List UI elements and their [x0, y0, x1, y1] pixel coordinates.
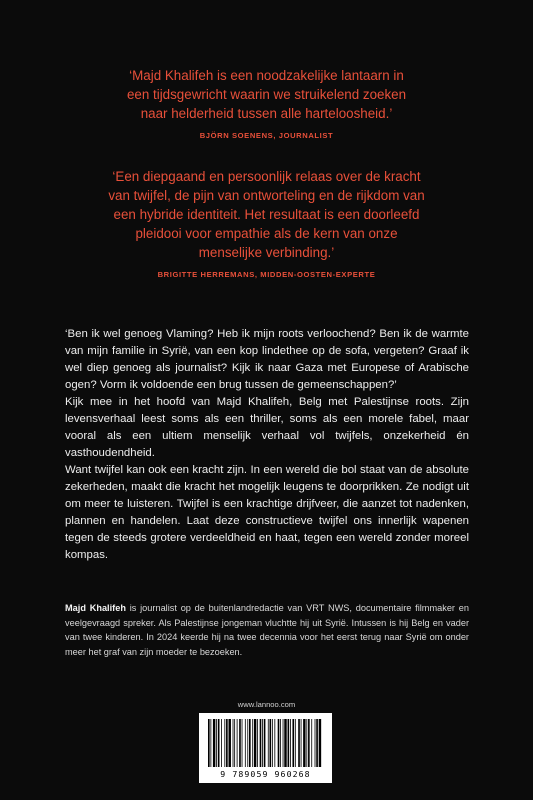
barcode-bar	[283, 719, 284, 767]
blurb-paragraph-intro: Kijk mee in het hoofd van Majd Khalifeh, Belg met Palestijnse roots. Zijn levensverhaal leest soms als een thriller, soms als een morele fabel, maar vooral als een ultiem menselijk verhaal vol twijfels, onzekerheid én vasthoudendheid.	[65, 396, 469, 459]
quote-2-attribution: BRIGITTE HERREMANS, MIDDEN-OOSTEN-EXPERTE	[157, 270, 376, 279]
barcode-bar	[295, 719, 296, 767]
blurb-paragraph-doubt: Want twijfel kan ook een kracht zijn. In een wereld die bol staat van de absolute zekerheden, maakt die kracht het mogelijk leugens te doorprikken. Ze nodigt uit om meer te luisteren. Twijfel is een krachtige drijfveer, die aanzet tot nadenken, plannen en handelen. Laat deze constructieve twijfel ons innerlijk wapenen tegen de steeds grotere verdeeldheid en haat, tegen een wereld zonder moreel kompas.	[65, 464, 469, 561]
barcode-bar	[278, 719, 280, 767]
barcode-bar	[264, 719, 266, 767]
quote-1-line: naar helderheid tussen alle harteloosheid.’	[140, 106, 393, 121]
barcode-bar	[239, 719, 241, 767]
barcode-bar	[216, 719, 217, 767]
barcode-bar	[213, 719, 215, 767]
barcode-bar	[315, 719, 316, 767]
barcode-bar	[224, 719, 225, 767]
isbn-barcode	[199, 713, 332, 783]
barcode-bar	[237, 719, 238, 767]
quote-1-line: ‘Majd Khalifeh is een noodzakelijke lantaarn in	[129, 68, 404, 83]
quote-2-line: ‘Een diepgaand en persoonlijk relaas over de kracht	[112, 169, 421, 184]
quote-2-line: een hybride identiteit. Het resultaat is een doorleefd	[113, 207, 420, 222]
review-quote-1	[70, 66, 463, 141]
barcode-bar	[316, 719, 318, 767]
barcode-bar	[270, 719, 272, 767]
barcode-bar	[221, 719, 222, 767]
barcode-bar	[306, 719, 307, 767]
barcode-bar	[284, 719, 286, 767]
barcode-bar	[280, 719, 281, 767]
barcode-bar	[234, 719, 235, 767]
barcode-bar	[242, 719, 243, 767]
quote-2-line: van twijfel, de pijn van ontworteling en de rijkdom van	[108, 188, 425, 203]
quote-1-line: een tijdsgewricht waarin we struikelend zoeken	[126, 87, 407, 102]
author-name: Majd Khalifeh	[65, 603, 126, 613]
quote-2-line: pleidooi voor empathie als de kern van onze	[135, 226, 398, 241]
quote-2-line: menselijke verbinding.’	[198, 245, 335, 260]
barcode-bar	[274, 719, 275, 767]
author-bio-text: is journalist op de buitenlandredactie van VRT NWS, documentaire filmmaker en veelgevraagd spreker. Als Palestijnse jongeman vluchtte hij uit Syrië. Intussen is hij Belg en vader van twee kinderen. In 2024 keerde hij na twee decennia voor het eerst terug naar Syrië om onder meer het graf van zijn moeder te bezoeken.	[65, 603, 469, 657]
barcode-bar	[311, 719, 312, 767]
barcode-bar	[268, 719, 269, 767]
isbn-number: 9 789059 960268	[220, 769, 311, 779]
book-blurb	[65, 326, 469, 564]
barcode-bar	[229, 719, 231, 767]
barcode-bar	[257, 719, 258, 767]
barcode-icon	[207, 719, 324, 769]
barcode-bar	[308, 719, 310, 767]
publisher-website: www.lannoo.com	[237, 700, 296, 709]
barcode-bar	[290, 719, 291, 767]
barcode-bar	[249, 719, 251, 767]
author-bio-paragraph	[65, 601, 469, 659]
barcode-bar	[262, 719, 263, 767]
barcode-bar	[218, 719, 220, 767]
barcode-bar	[301, 719, 302, 767]
barcode-bar	[254, 719, 256, 767]
barcode-bar	[208, 719, 210, 767]
quote-1-attribution: BJÖRN SOENENS, JOURNALIST	[199, 131, 334, 140]
barcode-bar	[272, 719, 273, 767]
barcode-bar	[319, 719, 321, 767]
barcode-bar	[245, 719, 246, 767]
barcode-bar	[226, 719, 228, 767]
barcode-bar	[292, 719, 294, 767]
barcode-bar	[298, 719, 300, 767]
blurb-paragraph-questions: ‘Ben ik wel genoeg Vlaming? Heb ik mijn roots verloochend? Ben ik de warmte van mijn familie in Syrië, van een kop lindethee op de sofa, vergeten? Graaf ik wel diep genoeg als journalist? Kijk ik naar Gaza met Europese of Arabische ogen? Vorm ik voldoende een brug tussen de gemeenschappen?’	[65, 328, 469, 391]
review-quote-2	[70, 167, 463, 280]
barcode-bar	[252, 719, 253, 767]
barcode-bar	[260, 719, 262, 767]
barcode-bar	[210, 719, 211, 767]
barcode-bar	[288, 719, 290, 767]
barcode-bar	[233, 719, 234, 767]
barcode-bar	[303, 719, 305, 767]
author-bio	[65, 601, 469, 659]
barcode-bar	[247, 719, 248, 767]
